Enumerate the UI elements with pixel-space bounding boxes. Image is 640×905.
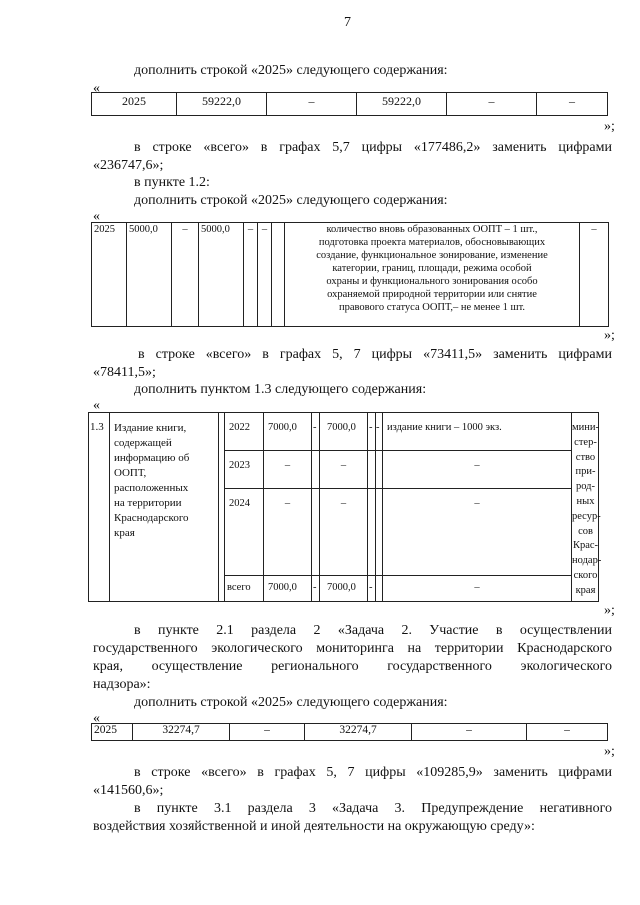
table-row-2025-item-1-2 [91, 222, 609, 327]
paragraph-replace-total-cont: «78411,5»; [93, 365, 156, 380]
paragraph-item-3-1: в пункте 3.1 раздела 3 «Задача 3. Предупреждение негативного [134, 801, 612, 816]
quote-open: « [93, 209, 100, 224]
cell-value: - [369, 422, 373, 433]
cell-value: 59222,0 [357, 93, 447, 116]
cell-year: всего [227, 582, 251, 593]
quote-open: « [93, 81, 100, 96]
cell-value: – [284, 460, 291, 471]
cell-value: - [313, 582, 317, 593]
cell-result: издание книги – 1000 экз. [387, 422, 502, 433]
cell-value: 59222,0 [177, 93, 267, 116]
cell-year: 2025 [92, 724, 133, 741]
paragraph-add-row-2025: дополнить строкой «2025» следующего содержания: [134, 193, 448, 208]
cell-description: количество вновь образованных ООПТ – 1 шт., подготовка проекта материалов, обосновывающих создание, функциональное зонирование, изменение категории, границ, площади, режима особой охраны и функционального зонирования особо охраняемой природной территории или снятие правового статуса ООПТ,– не менее 1 шт. [285, 223, 580, 327]
cell-value: – [230, 724, 305, 741]
quote-close: »; [604, 119, 615, 134]
paragraph-replace-total-cont: «236747,6»; [93, 158, 164, 173]
cell-result: – [474, 498, 480, 509]
cell-value: – [258, 223, 272, 327]
paragraph-item-2-1: в пункте 2.1 раздела 2 «Задача 2. Участие в осуществлении [134, 623, 612, 638]
paragraph-add-row-2025: дополнить строкой «2025» следующего содержания: [134, 63, 448, 78]
cell-year: 2025 [92, 93, 177, 116]
cell-value: 7000,0 [327, 582, 356, 593]
cell-year: 2023 [229, 460, 250, 471]
quote-open: « [93, 711, 100, 726]
paragraph-item-2-1-cont: надзора»: [93, 677, 151, 692]
cell-value: – [340, 498, 347, 509]
cell-result: – [474, 582, 480, 593]
paragraph-add-row-2025: дополнить строкой «2025» следующего содержания: [134, 695, 448, 710]
page-number: 7 [344, 15, 351, 30]
cell-value: - [369, 582, 373, 593]
cell-value: 32274,7 [305, 724, 412, 741]
paragraph-item-1-2: в пункте 1.2: [134, 175, 210, 190]
quote-close: »; [604, 603, 615, 618]
cell-value: 32274,7 [133, 724, 230, 741]
paragraph-item-2-1-cont: края, осуществление регионального государственного экологического [93, 659, 612, 674]
table-item-1-3 [88, 412, 602, 602]
cell-year: 2022 [229, 422, 250, 433]
paragraph-replace-total: в строке «всего» в графах 5,7 цифры «177486,2» заменить цифрами [134, 140, 612, 155]
cell-value: 5000,0 [127, 223, 172, 327]
cell-value: 7000,0 [327, 422, 356, 433]
paragraph-replace-total-cont: «141560,6»; [93, 783, 164, 798]
cell-value: 7000,0 [268, 582, 297, 593]
paragraph-item-2-1-cont: государственного экологического мониторинга на территории Краснодарского [93, 641, 612, 656]
cell-item-number: 1.3 [90, 421, 104, 433]
paragraph-replace-total: в строке «всего» в графах 5, 7 цифры «73411,5» заменить цифрами [138, 347, 612, 362]
table-row-2025-task1 [91, 92, 608, 116]
cell-value: – [244, 223, 258, 327]
quote-close: »; [604, 744, 615, 759]
paragraph-add-item-1-3: дополнить пунктом 1.3 следующего содержания: [134, 382, 427, 397]
cell-year: 2025 [92, 223, 127, 327]
quote-open: « [93, 398, 100, 413]
cell-value: - [313, 422, 317, 433]
quote-close: »; [604, 328, 615, 343]
cell-value: – [537, 93, 608, 116]
cell-value: – [172, 223, 199, 327]
cell-value: 5000,0 [199, 223, 244, 327]
cell-value: - [376, 422, 380, 433]
paragraph-item-3-1-cont: воздействия хозяйственной и иной деятельности на окружающую среду»: [93, 819, 535, 834]
cell-value: – [527, 724, 608, 741]
cell-executor: мини- стер- ство при- род- ных ресур- сов Крас- нодар- ского края [572, 422, 602, 596]
cell-year: 2024 [229, 498, 250, 509]
cell-value: – [267, 93, 357, 116]
paragraph-replace-total: в строке «всего» в графах 5, 7 цифры «109285,9» заменить цифрами [134, 765, 612, 780]
table-row-2025-item-2-1 [91, 723, 608, 741]
cell-executor: – [580, 223, 609, 327]
cell-value: – [412, 724, 527, 741]
cell-value: – [447, 93, 537, 116]
cell-value: – [340, 460, 347, 471]
cell-value: 7000,0 [268, 422, 297, 433]
cell-value: – [284, 498, 291, 509]
cell-result: – [474, 460, 480, 471]
cell-item-name: Издание книги, содержащей информацию об ООПТ, расположенных на территории Краснодарского края [114, 422, 190, 539]
